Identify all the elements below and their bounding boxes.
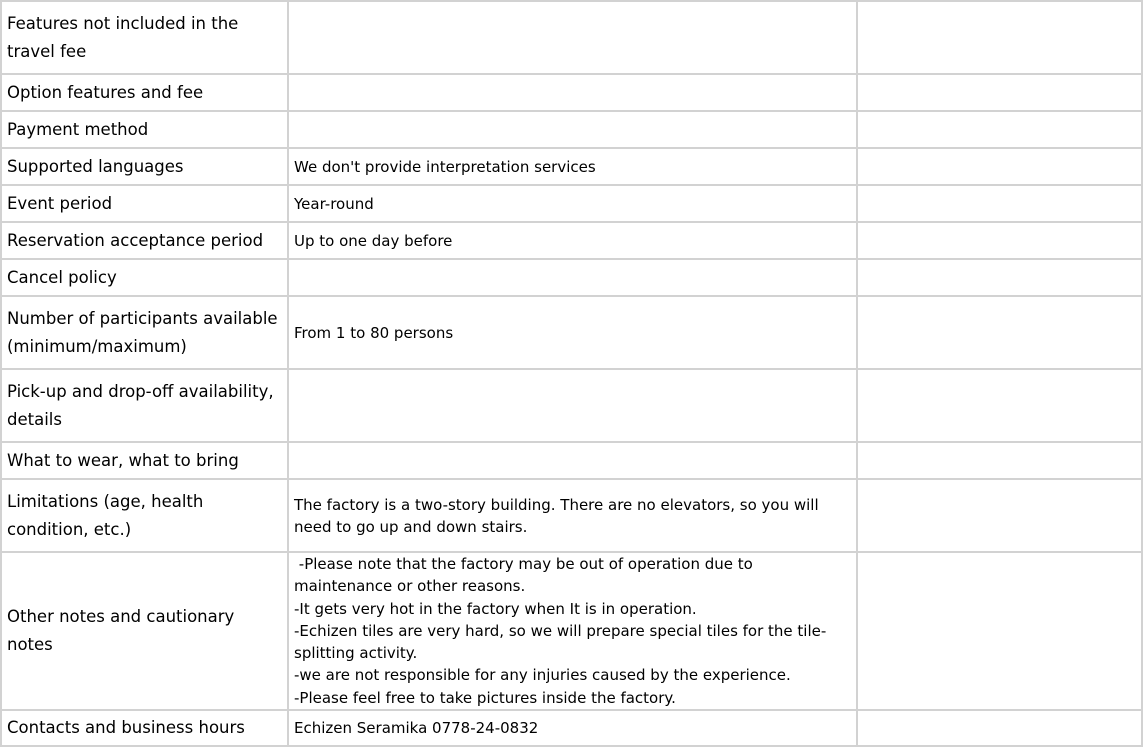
note-line-injuries: -we are not responsible for any injuries caused by the experience.	[294, 666, 791, 685]
empty-cell	[857, 222, 1142, 259]
table-row	[1, 148, 1142, 185]
empty-cell	[857, 479, 1142, 552]
table-row	[1, 222, 1142, 259]
row-label-reservation-period: Reservation acceptance period	[1, 222, 288, 259]
row-value-limitations: The factory is a two-story building. There are no elevators, so you will need to go up and down stairs.	[288, 479, 857, 552]
empty-cell	[857, 259, 1142, 296]
row-value-event-period: Year-round	[288, 185, 857, 222]
row-value-supported-languages: We don't provide interpretation services	[288, 148, 857, 185]
note-line-maintenance: -Please note that the factory may be out of operation due to maintenance or other reasons.	[294, 555, 758, 596]
row-value-cancel-policy	[288, 259, 857, 296]
empty-cell	[857, 74, 1142, 111]
row-value-contacts: Echizen Seramika 0778-24-0832	[288, 710, 857, 746]
table-row	[1, 369, 1142, 442]
row-label-limitations: Limitations (age, health condition, etc.)	[1, 479, 288, 552]
empty-cell	[857, 111, 1142, 148]
row-label-pickup-dropoff: Pick-up and drop-off availability, details	[1, 369, 288, 442]
row-value-participants: From 1 to 80 persons	[288, 296, 857, 369]
row-label-option-features: Option features and fee	[1, 74, 288, 111]
row-value-reservation-period: Up to one day before	[288, 222, 857, 259]
row-value-what-to-wear	[288, 442, 857, 479]
row-label-event-period: Event period	[1, 185, 288, 222]
table-row	[1, 111, 1142, 148]
row-label-cancel-policy: Cancel policy	[1, 259, 288, 296]
row-label-features-not-included: Features not included in the travel fee	[1, 1, 288, 74]
empty-cell	[857, 296, 1142, 369]
row-value-payment-method	[288, 111, 857, 148]
empty-cell	[857, 552, 1142, 710]
row-label-contacts: Contacts and business hours	[1, 710, 288, 746]
empty-cell	[857, 369, 1142, 442]
row-value-option-features	[288, 74, 857, 111]
table-row	[1, 185, 1142, 222]
row-label-other-notes: Other notes and cautionary notes	[1, 552, 288, 710]
table-row	[1, 552, 1142, 710]
table-row	[1, 259, 1142, 296]
row-value-other-notes	[288, 552, 857, 710]
row-value-pickup-dropoff	[288, 369, 857, 442]
row-label-what-to-wear: What to wear, what to bring	[1, 442, 288, 479]
row-label-payment-method: Payment method	[1, 111, 288, 148]
empty-cell	[857, 148, 1142, 185]
table-row	[1, 296, 1142, 369]
empty-cell	[857, 442, 1142, 479]
table-row	[1, 479, 1142, 552]
note-line-pictures: -Please feel free to take pictures inside the factory.	[294, 688, 676, 707]
row-value-features-not-included	[288, 1, 857, 74]
row-label-participants: Number of participants available (minimum/maximum)	[1, 296, 288, 369]
table-row	[1, 74, 1142, 111]
note-line-special-tiles: -Echizen tiles are very hard, so we will prepare special tiles for the tile-splitting activity.	[294, 621, 827, 663]
row-label-supported-languages: Supported languages	[1, 148, 288, 185]
empty-cell	[857, 185, 1142, 222]
table-row	[1, 1, 1142, 74]
table-row	[1, 442, 1142, 479]
empty-cell	[857, 1, 1142, 74]
note-line-hot-factory: -It gets very hot in the factory when It is in operation.	[294, 599, 697, 618]
